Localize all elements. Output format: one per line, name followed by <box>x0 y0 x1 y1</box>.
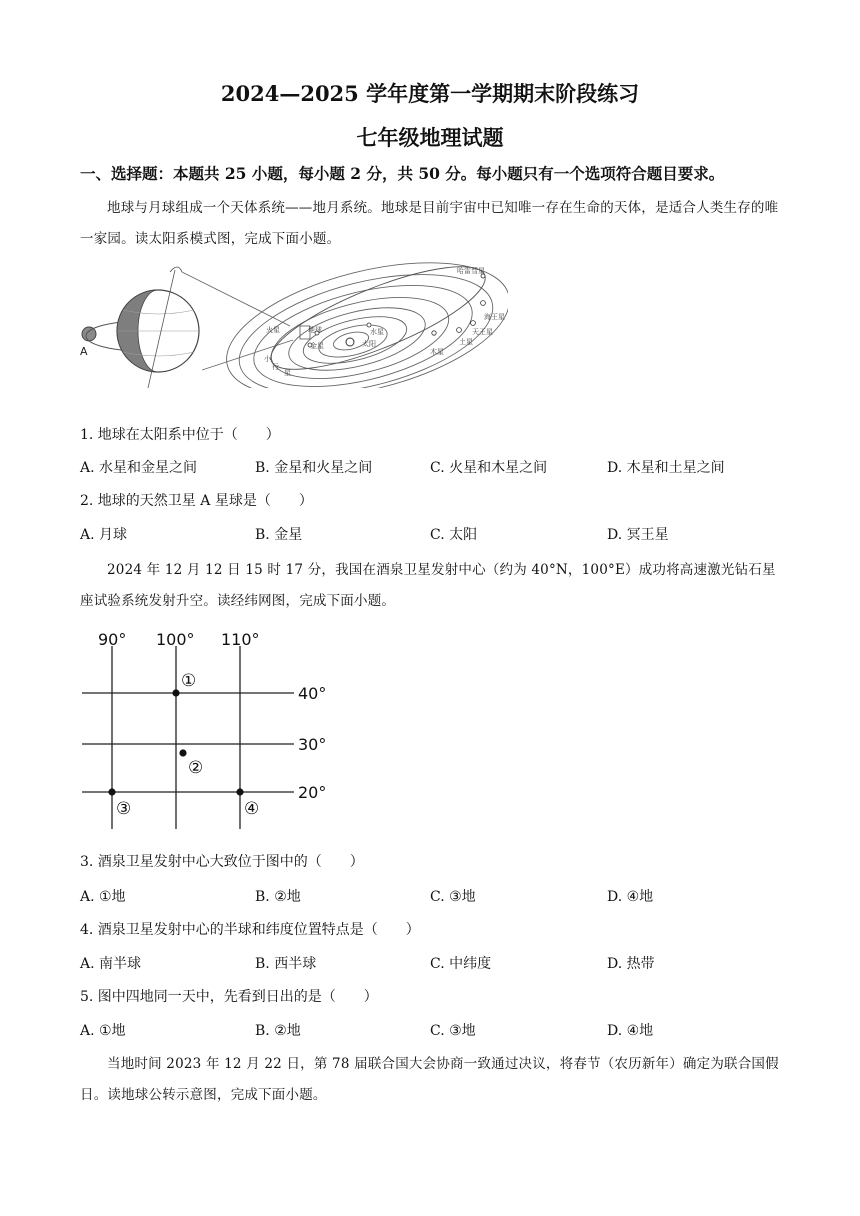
point-2-dot <box>179 749 186 756</box>
question-4: 4. 酒泉卫星发射中心的半球和纬度位置特点是（ ） <box>80 922 420 938</box>
lon-label-100: 100° <box>156 630 195 649</box>
point-1-label: ① <box>181 671 197 691</box>
q2-option-a[interactable]: A. 月球 <box>80 527 128 543</box>
question-1: 1. 地球在太阳系中位于（ ） <box>80 427 280 443</box>
svg-text:土星: 土星 <box>459 338 473 346</box>
question-5: 5. 图中四地同一天中，先看到日出的是（ ） <box>80 989 378 1005</box>
intro-paragraph-2: 2024 年 12 月 12 日 15 时 17 分，我国在酒泉卫星发射中心（约为 40°N，100°E）成功将高速激光钻石星座试验系统发射升空。读经纬网图，完成下面小题。 <box>80 562 776 609</box>
intro-paragraph-3: 当地时间 2023 年 12 月 22 日，第 78 届联合国大会协商一致通过决议，将春节（农历新年）确定为联合国假日。读地球公转示意图，完成下面小题。 <box>80 1056 779 1103</box>
planet-orbits <box>213 258 508 388</box>
q2-option-d[interactable]: D. 冥王星 <box>607 527 669 543</box>
q3-option-a[interactable]: A. ①地 <box>80 889 126 905</box>
question-2: 2. 地球的天然卫星 A 星球是（ ） <box>80 493 313 509</box>
exam-subtitle: 七年级地理试题 <box>356 125 504 150</box>
q2-option-b[interactable]: B. 金星 <box>255 527 303 543</box>
lon-label-110: 110° <box>221 630 260 649</box>
point-2-label: ② <box>188 758 204 778</box>
q5-option-c[interactable]: C. ③地 <box>430 1023 476 1039</box>
q1-option-a[interactable]: A. 水星和金星之间 <box>80 460 198 476</box>
q3-option-b[interactable]: B. ②地 <box>255 889 301 905</box>
q3-option-d[interactable]: D. ④地 <box>607 889 654 905</box>
point-3-dot <box>108 788 115 795</box>
q5-option-d[interactable]: D. ④地 <box>607 1023 654 1039</box>
moon-a-marker <box>82 327 96 341</box>
q2-option-c[interactable]: C. 太阳 <box>430 527 478 543</box>
svg-text:哈雷彗星: 哈雷彗星 <box>457 267 485 275</box>
section-heading: 一、选择题：本题共 25 小题，每小题 2 分，共 50 分。每小题只有一个选项符合题目要求。 <box>80 164 725 183</box>
svg-text:地球: 地球 <box>308 326 322 334</box>
point-1-dot <box>172 689 179 696</box>
q4-option-d[interactable]: D. 热带 <box>607 956 655 972</box>
q4-option-a[interactable]: A. 南半球 <box>80 956 142 972</box>
point-4-dot <box>236 788 243 795</box>
halley-orbit <box>260 258 496 388</box>
point-4-label: ④ <box>244 799 260 819</box>
sun-icon <box>346 338 354 346</box>
svg-text:小: 小 <box>264 355 271 363</box>
lat-lon-grid-diagram <box>78 624 348 834</box>
svg-text:海王星: 海王星 <box>484 313 505 321</box>
point-3-label: ③ <box>116 799 132 819</box>
lon-label-90: 90° <box>98 630 127 649</box>
question-3: 3. 酒泉卫星发射中心大致位于图中的（ ） <box>80 854 364 870</box>
svg-text:太阳: 太阳 <box>362 340 376 348</box>
svg-text:木星: 木星 <box>430 348 444 356</box>
q3-option-c[interactable]: C. ③地 <box>430 889 476 905</box>
svg-text:星: 星 <box>284 369 291 377</box>
q5-option-b[interactable]: B. ②地 <box>255 1023 301 1039</box>
svg-text:金星: 金星 <box>310 342 324 350</box>
svg-text:行: 行 <box>272 363 279 371</box>
q4-option-c[interactable]: C. 中纬度 <box>430 956 492 972</box>
svg-text:火星: 火星 <box>266 326 280 334</box>
point-a-label: A <box>80 345 88 358</box>
lat-label-30: 30° <box>298 735 327 754</box>
intro-paragraph-1: 地球与月球组成一个天体系统——地月系统。地球是目前宇宙中已知唯一存在生命的天体，是适合人类生存的唯一家园。读太阳系模式图，完成下面小题。 <box>80 200 779 247</box>
q5-option-a[interactable]: A. ①地 <box>80 1023 126 1039</box>
solar-system-diagram <box>78 258 508 388</box>
exam-title: 2024—2025 学年度第一学期期末阶段练习 <box>220 81 640 106</box>
q1-option-d[interactable]: D. 木星和土星之间 <box>607 460 725 476</box>
q1-option-b[interactable]: B. 金星和火星之间 <box>255 460 373 476</box>
svg-text:水星: 水星 <box>370 328 384 336</box>
q1-option-c[interactable]: C. 火星和木星之间 <box>430 460 548 476</box>
svg-text:天王星: 天王星 <box>472 328 493 336</box>
lat-label-20: 20° <box>298 783 327 802</box>
q4-option-b[interactable]: B. 西半球 <box>255 956 317 972</box>
lat-label-40: 40° <box>298 684 327 703</box>
